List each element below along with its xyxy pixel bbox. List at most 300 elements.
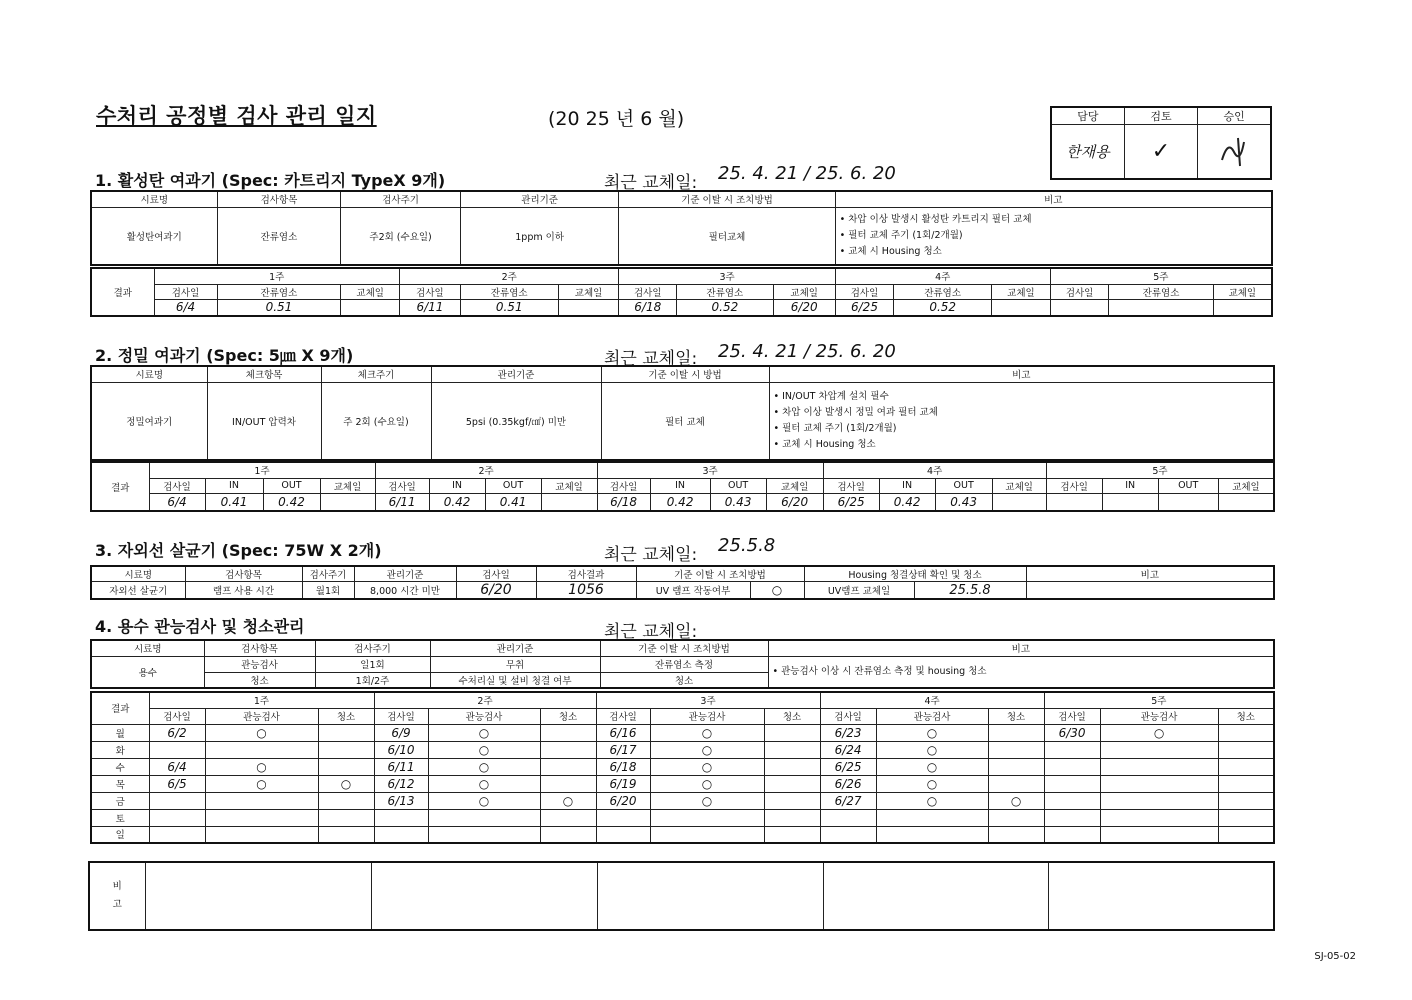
note-line: • 교체 시 Housing 청소 <box>773 438 876 450</box>
inspection-cycle: 주2회 (수요일) <box>341 207 460 265</box>
in-value <box>1102 493 1158 511</box>
replace-date: 6/20 <box>773 299 835 316</box>
cleaning-check: ○ <box>988 792 1044 809</box>
day-label: 일 <box>91 826 149 843</box>
sub-header: 잔류염소 <box>677 284 774 299</box>
result-label: 결과 <box>91 268 154 316</box>
chlorine-value <box>1109 299 1213 316</box>
sub-header: 청소 <box>540 708 596 724</box>
inspection-item: 잔류염소 <box>217 207 341 265</box>
inspection-date: 6/26 <box>820 775 876 792</box>
in-value: 0.41 <box>205 493 263 511</box>
inspection-date <box>1044 775 1100 792</box>
sub-header: 청소 <box>318 708 374 724</box>
inspection-date: 6/5 <box>149 775 205 792</box>
header-sample: 시료명 <box>91 640 204 656</box>
inspection-date: 6/24 <box>820 741 876 758</box>
sensory-check <box>205 809 318 826</box>
inspection-cycle: 월1회 <box>302 582 354 600</box>
cleaning-check <box>540 809 596 826</box>
section3-table <box>90 565 1275 600</box>
sensory-check: ○ <box>650 758 764 775</box>
cleaning-check <box>988 724 1044 741</box>
sub-header: IN <box>650 478 710 493</box>
cleaning-check <box>764 724 820 741</box>
uv-replace-label: UV램프 교체일 <box>804 582 914 600</box>
replace-date <box>992 493 1046 511</box>
section4-recent-label: 최근 교체일: <box>604 622 698 642</box>
inspection-date: 6/27 <box>820 792 876 809</box>
section1-table <box>90 190 1273 266</box>
cleaning-check <box>988 741 1044 758</box>
inspection-date <box>596 826 650 843</box>
sub-header: 교체일 <box>992 478 1046 493</box>
sample-name: 활성탄여과기 <box>91 207 217 265</box>
inspection-date: 6/4 <box>149 493 205 511</box>
cleaning-check <box>540 758 596 775</box>
result-label: 결과 <box>91 462 149 511</box>
header-inspection-date: 검사일 <box>456 566 536 582</box>
inspection-date: 6/4 <box>149 758 205 775</box>
header-criteria: 관리기준 <box>460 191 619 207</box>
action: 잔류염소 측정 <box>600 656 768 672</box>
week-header: 4주 <box>835 268 1050 284</box>
sensory-check <box>205 826 318 843</box>
sensory-check: ○ <box>428 741 540 758</box>
cleaning-check <box>764 758 820 775</box>
remarks-notes <box>835 207 1272 265</box>
cleaning-check <box>1218 758 1274 775</box>
inspection-date: 6/25 <box>823 493 879 511</box>
inspection-date: 6/18 <box>596 758 650 775</box>
sub-header: 검사일 <box>154 284 217 299</box>
chlorine-value: 0.51 <box>217 299 341 316</box>
inspection-date: 6/12 <box>374 775 428 792</box>
sensory-check: ○ <box>428 775 540 792</box>
week-header: 3주 <box>596 692 820 708</box>
header-cycle: 검사주기 <box>315 640 430 656</box>
inspection-item: 관능검사 <box>204 656 315 672</box>
cleaning-check <box>318 792 374 809</box>
inspection-date: 6/11 <box>375 493 429 511</box>
criteria: 5psi (0.35kgf/㎠) 미만 <box>431 382 601 460</box>
sub-header: OUT <box>710 478 766 493</box>
inspection-date: 6/11 <box>374 758 428 775</box>
replace-date <box>1213 299 1272 316</box>
header-criteria: 관리기준 <box>354 566 456 582</box>
replace-date <box>558 299 619 316</box>
sub-header: OUT <box>935 478 992 493</box>
sensory-check: ○ <box>876 741 988 758</box>
replace-date <box>992 299 1051 316</box>
sub-header: 검사일 <box>1046 478 1102 493</box>
cleaning-check: ○ <box>540 792 596 809</box>
out-value <box>1158 493 1218 511</box>
inspection-date: 6/20 <box>456 582 536 600</box>
week-header: 1주 <box>149 692 374 708</box>
action: 필터 교체 <box>601 382 769 460</box>
sensory-check: ○ <box>428 792 540 809</box>
note-line: • 필터 교체 주기 (1회/2개월) <box>839 229 963 241</box>
sub-header: 검사일 <box>597 478 650 493</box>
day-label: 화 <box>91 741 149 758</box>
week-header: 1주 <box>149 462 375 478</box>
header-action: 기준 이탈 시 조치방법 <box>619 191 835 207</box>
sensory-check: ○ <box>1100 724 1218 741</box>
inspection-date: 6/10 <box>374 741 428 758</box>
sub-header: 검사일 <box>149 478 205 493</box>
sensory-check: ○ <box>428 724 540 741</box>
inspection-date: 6/23 <box>820 724 876 741</box>
header-cycle: 검사주기 <box>302 566 354 582</box>
sub-header: 교체일 <box>992 284 1051 299</box>
day-label: 금 <box>91 792 149 809</box>
out-value: 0.43 <box>935 493 992 511</box>
header-item: 검사항목 <box>217 191 341 207</box>
cleaning-check <box>318 809 374 826</box>
header-action: 기준 이탈 시 조치방법 <box>636 566 804 582</box>
inspection-date <box>374 809 428 826</box>
cleaning-check <box>764 775 820 792</box>
remarks-notes <box>769 382 1274 460</box>
sensory-check: ○ <box>205 724 318 741</box>
sensory-check <box>876 826 988 843</box>
inspection-date: 6/17 <box>596 741 650 758</box>
inspection-date: 6/13 <box>374 792 428 809</box>
criteria: 무취 <box>430 656 600 672</box>
inspection-date <box>374 826 428 843</box>
cleaning-check <box>988 809 1044 826</box>
inspection-date: 6/20 <box>596 792 650 809</box>
sub-header: 검사일 <box>400 284 461 299</box>
approval-header: 승인 <box>1198 107 1271 125</box>
sub-header: IN <box>1102 478 1158 493</box>
sub-header: 잔류염소 <box>894 284 992 299</box>
in-value: 0.42 <box>650 493 710 511</box>
cleaning-check <box>318 758 374 775</box>
cleaning-check <box>1218 775 1274 792</box>
sub-header: 검사일 <box>823 478 879 493</box>
cleaning-check <box>988 758 1044 775</box>
cleaning-check <box>318 724 374 741</box>
sub-header: 잔류염소 <box>1109 284 1213 299</box>
out-value: 0.41 <box>485 493 541 511</box>
header-cycle: 체크주기 <box>321 366 431 382</box>
sensory-check <box>428 809 540 826</box>
header-remarks: 비고 <box>835 191 1272 207</box>
sub-header: 관능검사 <box>428 708 540 724</box>
week-header: 4주 <box>823 462 1046 478</box>
sub-header: 청소 <box>1218 708 1274 724</box>
sensory-check <box>1100 809 1218 826</box>
sensory-check: ○ <box>428 758 540 775</box>
section4-table <box>90 639 1275 689</box>
remarks-label: 비 고 <box>89 862 145 930</box>
cleaning-check <box>540 741 596 758</box>
approval-box <box>1050 106 1272 180</box>
sub-header: 교체일 <box>766 478 823 493</box>
inspection-date: 6/16 <box>596 724 650 741</box>
sub-header: 검사일 <box>375 478 429 493</box>
approval-signature <box>1198 125 1271 179</box>
action: UV 램프 작동여부 <box>636 582 750 600</box>
action: 필터교체 <box>619 207 835 265</box>
out-value: 0.42 <box>263 493 320 511</box>
inspection-date <box>1044 792 1100 809</box>
inspection-date <box>820 809 876 826</box>
sub-header: 검사일 <box>374 708 428 724</box>
replace-date <box>541 493 597 511</box>
inspection-date <box>820 826 876 843</box>
chlorine-value: 0.52 <box>677 299 774 316</box>
inspection-date: 6/30 <box>1044 724 1100 741</box>
inspection-date <box>1050 299 1109 316</box>
cleaning-check <box>1218 792 1274 809</box>
uv-replace-date: 25.5.8 <box>914 582 1026 600</box>
sensory-check: ○ <box>876 792 988 809</box>
section2-table <box>90 365 1275 461</box>
cleaning-check <box>318 741 374 758</box>
cleaning-check <box>764 826 820 843</box>
result-label: 결과 <box>91 692 149 724</box>
cleaning-check <box>988 826 1044 843</box>
section1-recent-value: 25. 4. 21 / 25. 6. 20 <box>718 163 896 184</box>
inspection-date <box>1044 809 1100 826</box>
sensory-check <box>205 792 318 809</box>
sub-header: 교체일 <box>320 478 375 493</box>
day-label: 월 <box>91 724 149 741</box>
sub-header: IN <box>429 478 485 493</box>
inspection-item: 램프 사용 시간 <box>185 582 302 600</box>
header-sample: 시료명 <box>91 566 185 582</box>
sub-header: 교체일 <box>1213 284 1272 299</box>
sensory-check <box>1100 792 1218 809</box>
header-criteria: 관리기준 <box>430 640 600 656</box>
remarks-cell <box>597 862 823 930</box>
section3-title: 3. 자외선 살균기 (Spec: 75W X 2개) <box>95 541 382 560</box>
header-remarks: 비고 <box>768 640 1274 656</box>
sub-header: 검사일 <box>1044 708 1100 724</box>
week-header: 5주 <box>1050 268 1272 284</box>
inspection-date <box>149 809 205 826</box>
replace-date <box>1218 493 1274 511</box>
sensory-check: ○ <box>205 775 318 792</box>
sensory-check <box>1100 741 1218 758</box>
sub-header: IN <box>879 478 935 493</box>
remarks-cell <box>823 862 1048 930</box>
sub-header: OUT <box>485 478 541 493</box>
section4-results <box>90 691 1275 844</box>
sensory-check: ○ <box>876 758 988 775</box>
sensory-check <box>650 826 764 843</box>
sensory-check: ○ <box>876 775 988 792</box>
week-header: 3주 <box>619 268 835 284</box>
inspection-date: 6/2 <box>149 724 205 741</box>
sensory-check: ○ <box>650 741 764 758</box>
sub-header: 검사일 <box>619 284 677 299</box>
header-item: 체크항목 <box>207 366 321 382</box>
replace-date: 6/20 <box>766 493 823 511</box>
year-month: (20 25 년 6 월) <box>548 108 685 130</box>
approval-header: 검토 <box>1124 107 1197 125</box>
sub-header: 관능검사 <box>1100 708 1218 724</box>
criteria: 수처리실 및 설비 청결 여부 <box>430 672 600 688</box>
sub-header: OUT <box>1158 478 1218 493</box>
sensory-check <box>1100 775 1218 792</box>
in-value: 0.42 <box>429 493 485 511</box>
sample-name: 정밀여과기 <box>91 382 207 460</box>
sub-header: 교체일 <box>541 478 597 493</box>
approval-review: ✓ <box>1124 125 1197 179</box>
cleaning-check <box>1218 826 1274 843</box>
sub-header: 청소 <box>988 708 1044 724</box>
inspection-date <box>149 826 205 843</box>
sub-header: 교체일 <box>1218 478 1274 493</box>
header-cycle: 검사주기 <box>341 191 460 207</box>
criteria: 1ppm 이하 <box>460 207 619 265</box>
remarks-box <box>88 861 1275 931</box>
chlorine-value: 0.52 <box>894 299 992 316</box>
approval-header: 담당 <box>1051 107 1124 125</box>
inspection-date: 6/25 <box>835 299 894 316</box>
remarks-cell <box>1048 862 1274 930</box>
inspection-result: 1056 <box>536 582 636 600</box>
check-cycle: 주 2회 (수요일) <box>321 382 431 460</box>
cleaning-check <box>764 792 820 809</box>
inspection-cycle: 일1회 <box>315 656 430 672</box>
cleaning-check <box>988 775 1044 792</box>
sensory-check: ○ <box>650 792 764 809</box>
header-sample: 시료명 <box>91 191 217 207</box>
check-item: IN/OUT 압력차 <box>207 382 321 460</box>
page-title: 수처리 공정별 검사 관리 일지 <box>96 104 377 128</box>
header-result: 검사결과 <box>536 566 636 582</box>
cleaning-check <box>540 775 596 792</box>
sub-header: 검사일 <box>149 708 205 724</box>
remarks-cell <box>145 862 371 930</box>
sub-header: 관능검사 <box>650 708 764 724</box>
week-header: 5주 <box>1044 692 1274 708</box>
cleaning-check <box>764 741 820 758</box>
sensory-check: ○ <box>876 724 988 741</box>
cleaning-check <box>764 809 820 826</box>
week-header: 4주 <box>820 692 1044 708</box>
sensory-check <box>428 826 540 843</box>
sub-header: 검사일 <box>1050 284 1109 299</box>
header-action: 기준 이탈 시 방법 <box>601 366 769 382</box>
cleaning-check <box>318 826 374 843</box>
day-label: 수 <box>91 758 149 775</box>
sensory-check <box>650 809 764 826</box>
week-header: 1주 <box>154 268 400 284</box>
sensory-check: ○ <box>205 758 318 775</box>
sub-header: 잔류염소 <box>460 284 558 299</box>
sub-header: OUT <box>263 478 320 493</box>
approval-charge: 한재용 <box>1051 125 1124 179</box>
inspection-date: 6/19 <box>596 775 650 792</box>
inspection-date: 6/18 <box>597 493 650 511</box>
criteria: 8,000 시간 미만 <box>354 582 456 600</box>
inspection-date: 6/11 <box>400 299 461 316</box>
header-remarks: 비고 <box>769 366 1274 382</box>
header-housing: Housing 청결상태 확인 및 청소 <box>804 566 1026 582</box>
sample-name: 자외선 살균기 <box>91 582 185 600</box>
remarks-notes: • 관능검사 이상 시 잔류염소 측정 및 housing 청소 <box>768 656 1274 688</box>
day-label: 토 <box>91 809 149 826</box>
sub-header: 교체일 <box>773 284 835 299</box>
inspection-date: 6/9 <box>374 724 428 741</box>
header-remarks: 비고 <box>1026 566 1274 582</box>
inspection-date <box>1044 826 1100 843</box>
sub-header: 관능검사 <box>876 708 988 724</box>
sub-header: 관능검사 <box>205 708 318 724</box>
sensory-check: ○ <box>650 724 764 741</box>
week-header: 5주 <box>1046 462 1274 478</box>
sensory-check <box>1100 826 1218 843</box>
cleaning-check: ○ <box>318 775 374 792</box>
week-header: 2주 <box>400 268 619 284</box>
action: 청소 <box>600 672 768 688</box>
section1-title: 1. 활성탄 여과기 (Spec: 카트리지 TypeX 9개) <box>95 171 446 190</box>
day-label: 목 <box>91 775 149 792</box>
inspection-item: 청소 <box>204 672 315 688</box>
sub-header: IN <box>205 478 263 493</box>
doc-code: SJ-05-02 <box>1314 951 1356 962</box>
note-line: • 차압 이상 발생시 활성탄 카트리지 필터 교체 <box>839 213 1032 225</box>
inspection-date <box>596 809 650 826</box>
header-criteria: 관리기준 <box>431 366 601 382</box>
sub-header: 검사일 <box>835 284 894 299</box>
week-header: 3주 <box>597 462 823 478</box>
week-header: 2주 <box>374 692 596 708</box>
cleaning-check <box>540 826 596 843</box>
note-line: • IN/OUT 차압계 설치 필수 <box>773 390 889 402</box>
inspection-date: 6/25 <box>820 758 876 775</box>
signature-mark <box>1214 130 1254 170</box>
section2-recent-label: 최근 교체일: <box>604 349 698 369</box>
sample-name: 용수 <box>91 656 204 688</box>
in-value: 0.42 <box>879 493 935 511</box>
cleaning-check <box>1218 809 1274 826</box>
sub-header: 교체일 <box>341 284 400 299</box>
sub-header: 교체일 <box>558 284 619 299</box>
sub-header: 검사일 <box>596 708 650 724</box>
header-item: 검사항목 <box>204 640 315 656</box>
section3-recent-value: 25.5.8 <box>718 535 776 556</box>
replace-date <box>320 493 375 511</box>
header-item: 검사항목 <box>185 566 302 582</box>
note-line: • 차압 이상 발생시 정밀 여과 필터 교체 <box>773 406 938 418</box>
remarks <box>1026 582 1274 600</box>
replace-date <box>341 299 400 316</box>
section2-results <box>90 461 1275 512</box>
chlorine-value: 0.51 <box>460 299 558 316</box>
inspection-date: 6/4 <box>154 299 217 316</box>
note-line: • 필터 교체 주기 (1회/2개월) <box>773 422 897 434</box>
section1-recent-label: 최근 교체일: <box>604 173 698 193</box>
note-line: • 교체 시 Housing 청소 <box>839 245 942 257</box>
sub-header: 잔류염소 <box>217 284 341 299</box>
out-value: 0.43 <box>710 493 766 511</box>
cleaning-check <box>540 724 596 741</box>
section2-title: 2. 정밀 여과기 (Spec: 5㎛ X 9개) <box>95 346 354 365</box>
section3-recent-label: 최근 교체일: <box>604 545 698 565</box>
inspection-cycle: 1회/2주 <box>315 672 430 688</box>
sensory-check: ○ <box>650 775 764 792</box>
cleaning-check <box>1218 724 1274 741</box>
inspection-date <box>149 792 205 809</box>
section4-title: 4. 용수 관능검사 및 청소관리 <box>95 617 305 636</box>
